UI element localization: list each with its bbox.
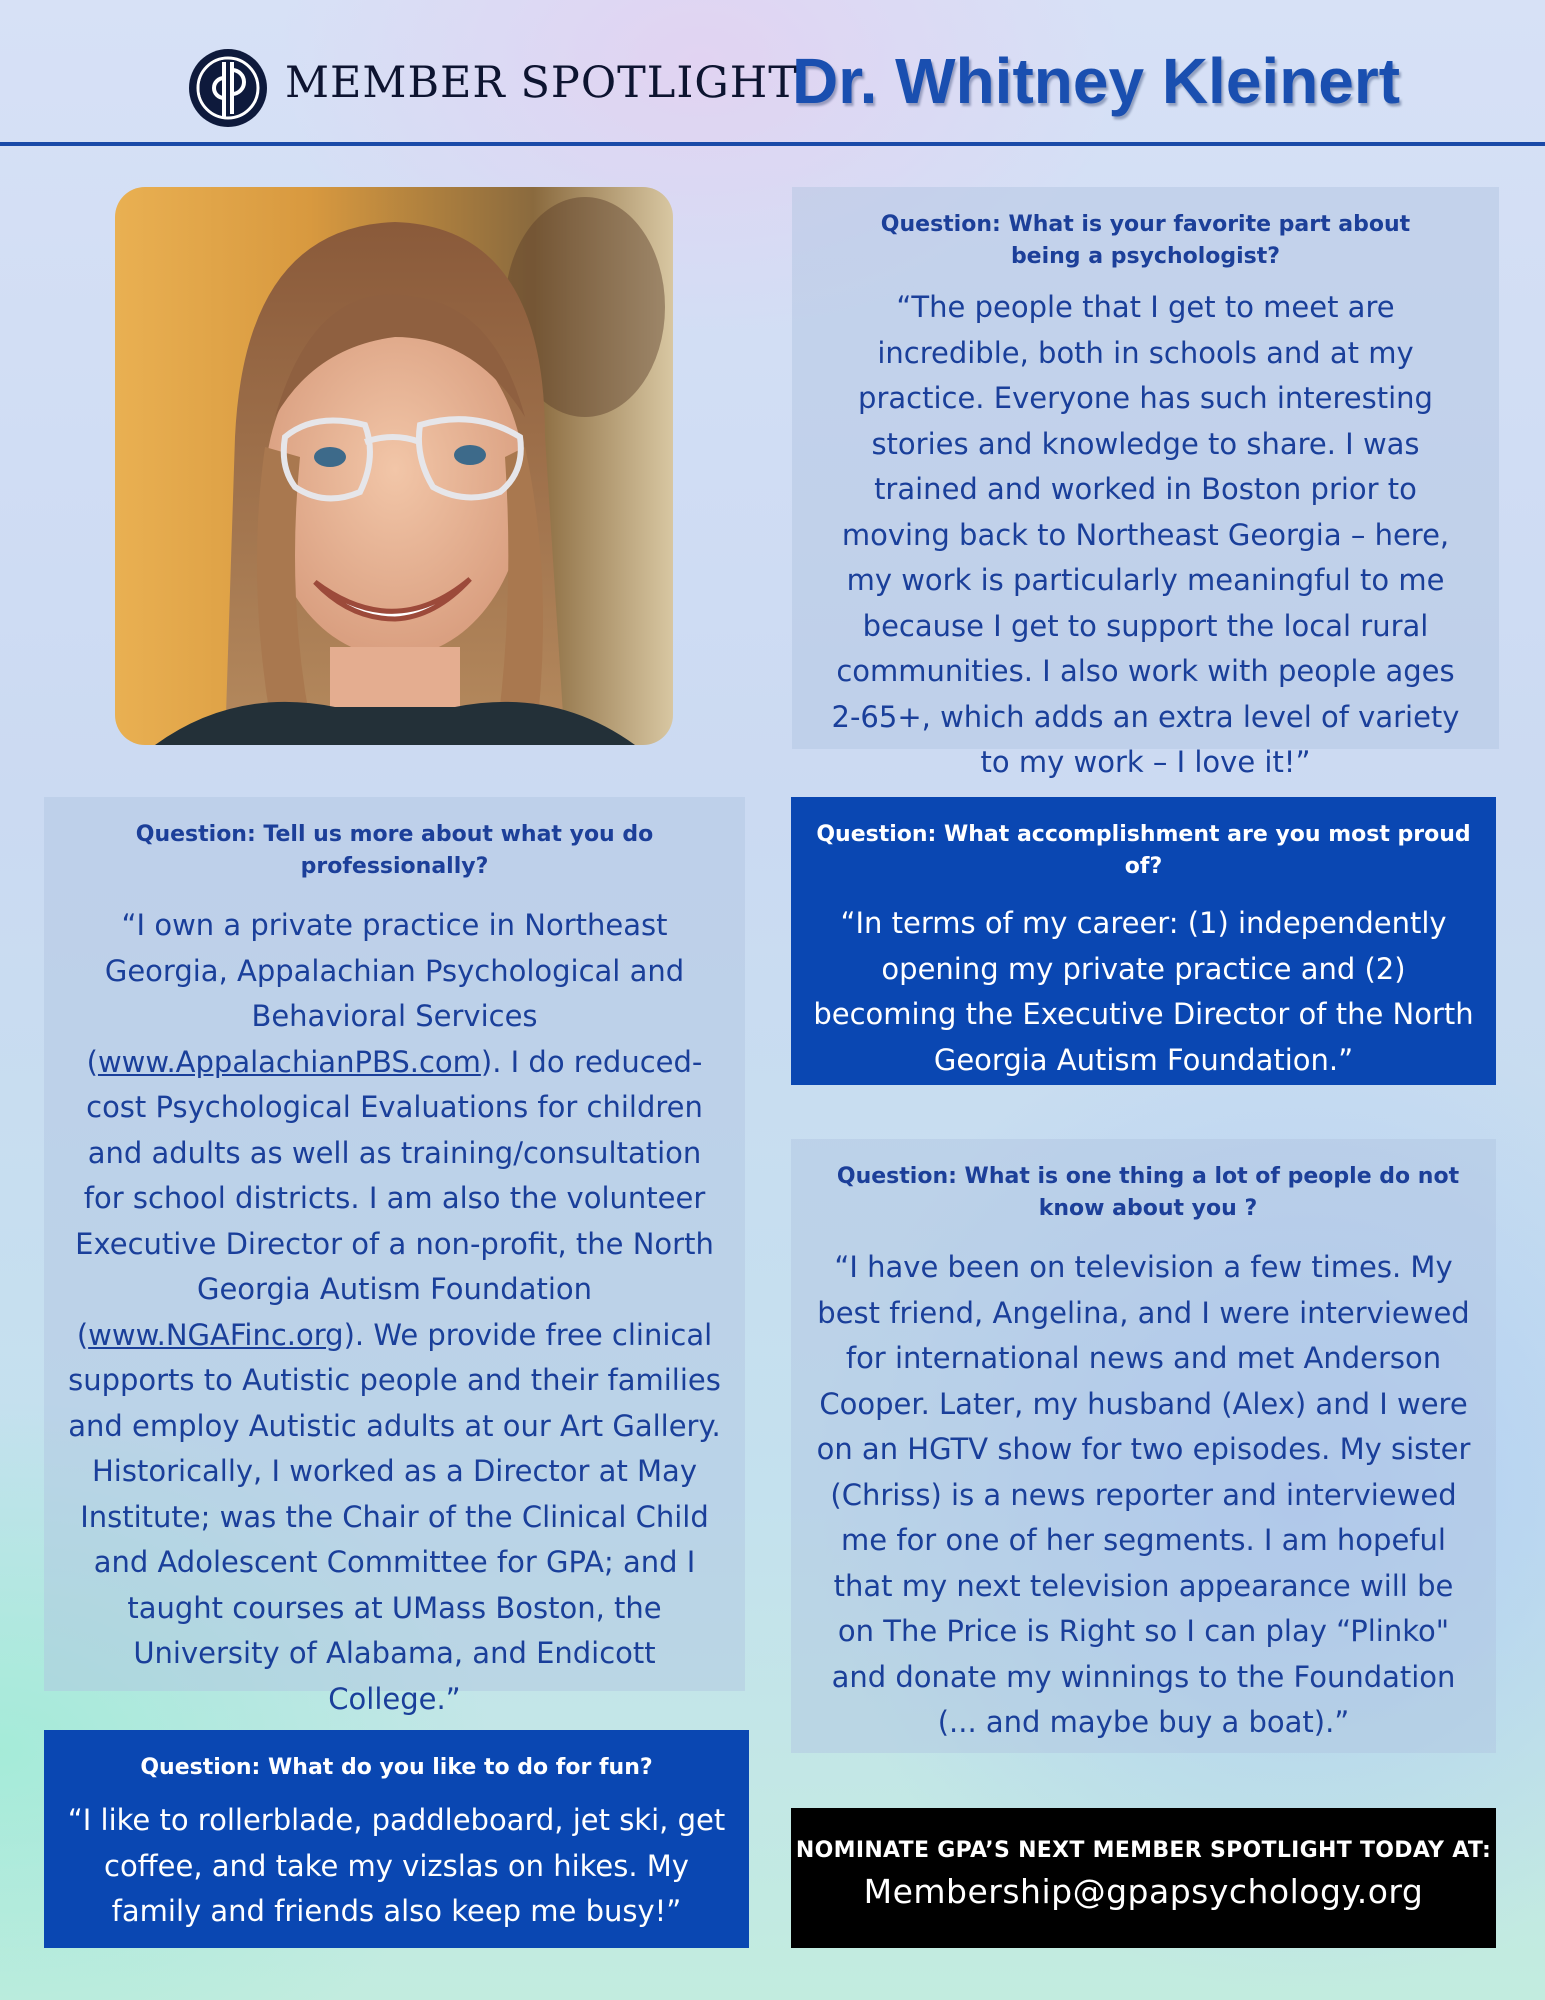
fun-answer: “I like to rollerblade, paddleboard, jet ski, get coffee, and take my vizslas on hikes. My family and friends also keep me busy!” <box>67 1803 726 1928</box>
favorite-part-card <box>792 187 1499 779</box>
favorite-part-answer: “The people that I get to meet are incredible, both in schools and at my practice. Everyone has such interesting stories and knowledge to share. I was trained and worked in Boston prior to moving back to Northeast Georgia – here, my work is particularly meaningful to me because I get to support the local rural communities. I also work with people ages 2-65+, which adds an extra level of variety to my work – I love it!” <box>831 290 1460 779</box>
fun-card <box>44 1730 749 1948</box>
professional-answer-part-2: ). I do reduced-cost Psychological Evaluations for children and adults as well as training/consultation for school districts. I am also the volunteer Executive Director of a non-profit, the North Georgia Autism Foundation ( <box>75 1044 714 1352</box>
professional-card <box>44 797 745 1716</box>
professional-answer <box>66 903 723 1722</box>
unknown-fact-card <box>791 1139 1496 1753</box>
professional-question: Question: Tell us more about what you do professionally? <box>135 822 654 879</box>
fun-question: Question: What do you like to do for fun? <box>140 1755 653 1780</box>
favorite-part-question: Question: What is your favorite part about being a psychologist? <box>880 212 1411 269</box>
nominate-banner <box>791 1808 1496 1948</box>
ngafinc-link[interactable]: www.NGAFinc.org <box>88 1317 344 1352</box>
nominate-heading: NOMINATE GPA’S NEXT MEMBER SPOTLIGHT TODAY AT: <box>795 1838 1492 1863</box>
accomplishment-card <box>791 797 1496 1085</box>
unknown-fact-answer: “I have been on television a few times. My best friend, Angelina, and I were interviewed for international news and met Anderson Cooper. Later, my husband (Alex) and I were on an HGTV show for two episodes. My sister (Chriss) is a news reporter and interviewed me for one of her segments. I am hopeful that my next television appearance will be on The Price is Right so I can play “Plinko" and donate my winnings to the Foundation (... and maybe buy a boat).” <box>816 1250 1471 1739</box>
gpa-logo-icon <box>188 48 268 128</box>
accomplishment-answer: “In terms of my career: (1) independently opening my private practice and (2) becoming the Executive Director of the North Georgia Autism Foundation.” <box>813 906 1474 1077</box>
spotlight-label: MEMBER SPOTLIGHT <box>285 58 798 108</box>
unknown-fact-question: Question: What is one thing a lot of people do not know about you ? <box>836 1164 1460 1221</box>
member-name: Dr. Whitney Kleinert <box>792 45 1401 117</box>
professional-answer-part-1: “I own a private practice in Northeast Georgia, Appalachian Psychological and Behavioral Services ( <box>86 908 685 1079</box>
accomplishment-question: Question: What accomplishment are you most proud of? <box>816 822 1471 879</box>
member-portrait <box>115 187 673 745</box>
header-divider <box>0 142 1545 146</box>
page-header <box>0 0 1545 145</box>
appalachian-pbs-link[interactable]: www.AppalachianPBS.com <box>97 1044 481 1079</box>
nominate-email-link[interactable]: Membership@gpapsychology.org <box>863 1872 1424 1911</box>
professional-answer-part-3: ). We provide free clinical supports to Autistic people and their families and employ Autistic adults at our Art Gallery. Historically, I worked as a Director at May Institute; was the Chair of the Clinical Child and Adolescent Committee for GPA; and I taught courses at UMass Boston, the University of Alabama, and Endicott College.” <box>68 1317 721 1716</box>
portrait-image <box>115 187 673 745</box>
